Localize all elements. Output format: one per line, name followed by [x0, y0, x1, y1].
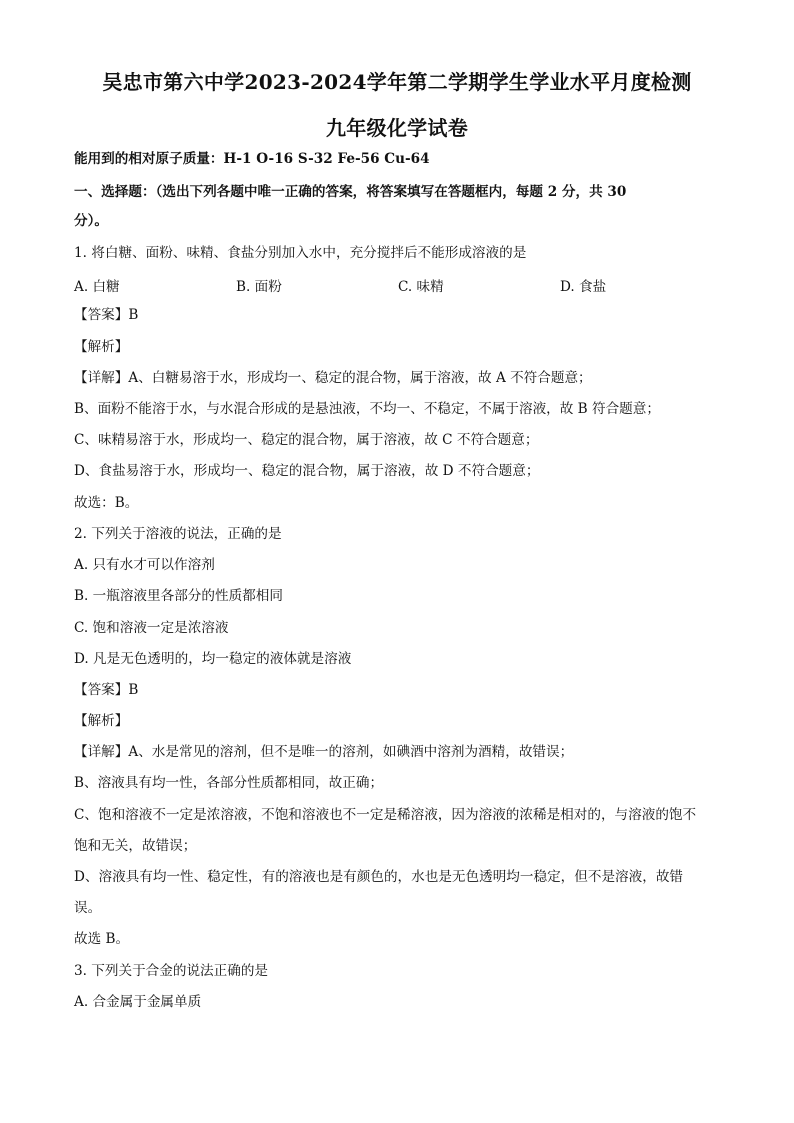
section-heading-cont: 分）。	[74, 213, 108, 229]
q2-detail-line: 【详解】A、水是常见的溶剂，但不是唯一的溶剂，如碘酒中溶剂为酒精，故错误；	[74, 744, 574, 760]
q3-option-a: A. 合金属于金属单质	[74, 994, 202, 1010]
q1-option-d: D. 食盐	[560, 279, 607, 295]
q2-option-b: B. 一瓶溶液里各部分的性质都相同	[74, 588, 283, 604]
exam-title: 吴忠市第六中学2023-2024学年第二学期学生学业水平月度检测	[102, 70, 692, 94]
q2-detail-line: 饱和无关，故错误；	[74, 838, 197, 854]
q1-answer: 【答案】B	[74, 307, 139, 323]
q1-option-b: B. 面粉	[236, 279, 282, 295]
q2-detail-line: C、饱和溶液不一定是浓溶液，不饱和溶液也不一定是稀溶液，因为溶液的浓稀是相对的，与溶液的饱不	[74, 807, 697, 823]
q1-detail-line: B、面粉不能溶于水，与水混合形成的是悬浊液，不均一、不稳定，不属于溶液，故 B 符合题意；	[74, 401, 660, 417]
atomic-mass-note: 能用到的相对原子质量：H-1 O-16 S-32 Fe-56 Cu-64	[74, 151, 430, 167]
q3-stem: 3. 下列关于合金的说法正确的是	[74, 963, 269, 979]
q1-option-a: A. 白糖	[74, 279, 120, 295]
q2-answer: 【答案】B	[74, 682, 139, 698]
q1-stem: 1. 将白糖、面粉、味精、食盐分别加入水中，充分搅拌后不能形成溶液的是	[74, 245, 527, 261]
q2-detail-line: B、溶液具有均一性，各部分性质都相同，故正确；	[74, 775, 384, 791]
q2-option-c: C. 饱和溶液一定是浓溶液	[74, 620, 229, 636]
q1-detail-line: C、味精易溶于水，形成均一、稳定的混合物，属于溶液，故 C 不符合题意；	[74, 432, 539, 448]
q1-option-c: C. 味精	[398, 279, 444, 295]
q1-analysis: 【解析】	[74, 339, 129, 355]
section-heading: 一、选择题：（选出下列各题中唯一正确的答案，将答案填写在答题框内，每题 2 分，共 30	[74, 184, 627, 200]
q2-analysis: 【解析】	[74, 713, 129, 729]
q1-options	[74, 275, 734, 295]
q2-detail-line: 误。	[74, 900, 102, 916]
q1-detail-line: D、食盐易溶于水，形成均一、稳定的混合物，属于溶液，故 D 不符合题意；	[74, 463, 540, 479]
exam-subtitle: 九年级化学试卷	[325, 116, 469, 140]
q1-detail-line: 【详解】A、白糖易溶于水，形成均一、稳定的混合物，属于溶液，故 A 不符合题意；	[74, 370, 592, 386]
q2-stem: 2. 下列关于溶液的说法，正确的是	[74, 526, 282, 542]
q2-option-d: D. 凡是无色透明的，均一稳定的液体就是溶液	[74, 651, 352, 667]
q2-option-a: A. 只有水才可以作溶剂	[74, 557, 215, 573]
q2-conclusion: 故选 B。	[74, 931, 130, 947]
q2-detail-line: D、溶液具有均一性、稳定性，有的溶液也是有颜色的，水也是无色透明均一稳定，但不是溶液，故错	[74, 869, 684, 885]
q1-conclusion: 故选：B。	[74, 495, 139, 511]
